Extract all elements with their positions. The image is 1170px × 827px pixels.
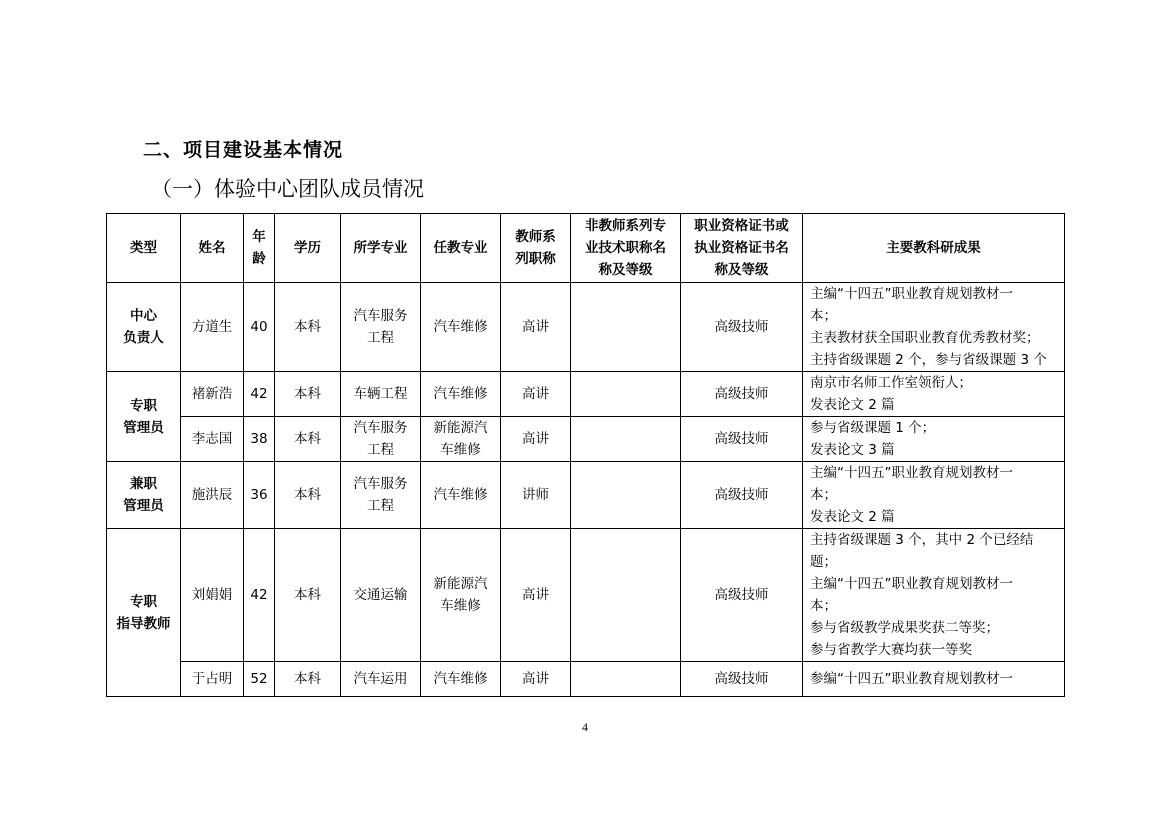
header-education: 学历: [275, 214, 341, 283]
header-age-line: 年: [252, 229, 266, 245]
cell-certificate: 高级技师: [681, 417, 803, 462]
header-nontitle-line: 业技术职称名: [585, 240, 666, 256]
cell-education: 本科: [275, 283, 341, 372]
group-line: 中心: [130, 308, 157, 324]
cell-certificate: 高级技师: [681, 662, 803, 697]
cell-major: [341, 462, 421, 529]
cell-teacher-title: 高讲: [501, 417, 571, 462]
achievement-line: 发表论文 3 篇: [810, 442, 895, 458]
cell-achievements: [803, 662, 1065, 697]
cell-line: 车维修: [440, 598, 481, 614]
group-fulltime-mentor: [107, 529, 181, 697]
table-row: [107, 462, 1065, 529]
cell-achievements: [803, 462, 1065, 529]
cell-line: 汽车服务: [353, 308, 408, 324]
team-members-table: [106, 213, 1065, 697]
cell-name: 施洪辰: [181, 462, 244, 529]
cell-age: 40: [244, 283, 275, 372]
cell-teaching-major: [421, 529, 501, 662]
cell-major: 汽车运用: [341, 662, 421, 697]
cell-line: 工程: [367, 442, 394, 458]
table-row: [107, 529, 1065, 662]
achievement-line: 主持省级课题 3 个，其中 2 个已经结: [810, 532, 1034, 548]
cell-teacher-title: 讲师: [501, 462, 571, 529]
cell-achievements: [803, 529, 1065, 662]
cell-teaching-major: 汽车维修: [421, 662, 501, 697]
cell-line: 工程: [367, 330, 394, 346]
achievement-line: 本；: [810, 308, 837, 324]
header-cert-line: 称及等级: [714, 262, 769, 278]
table-row: [107, 372, 1065, 417]
header-age-line: 龄: [252, 251, 266, 267]
cell-line: 车维修: [440, 442, 481, 458]
cell-non-teacher-title: [571, 462, 681, 529]
achievement-line: 发表论文 2 篇: [810, 509, 895, 525]
cell-major: 交通运输: [341, 529, 421, 662]
cell-teaching-major: 汽车维修: [421, 372, 501, 417]
achievement-line: 参与省教学大赛均获一等奖: [810, 642, 972, 658]
page-number: 4: [582, 720, 588, 734]
achievement-line: 本；: [810, 487, 837, 503]
table-row: [107, 662, 1065, 697]
group-line: 管理员: [123, 419, 164, 436]
cell-teaching-major: [421, 417, 501, 462]
cell-certificate: 高级技师: [681, 372, 803, 417]
header-age: [244, 214, 275, 283]
cell-teacher-title: 高讲: [501, 283, 571, 372]
achievement-line: 参与省级教学成果奖获二等奖；: [810, 620, 999, 636]
achievement-line: 参编“十四五”职业教育规划教材一: [810, 671, 1013, 687]
header-name: 姓名: [181, 214, 244, 283]
cell-age: 36: [244, 462, 275, 529]
header-nontitle-line: 非教师系列专: [585, 218, 666, 234]
achievement-line: 主持省级课题 2 个，参与省级课题 3 个: [810, 352, 1047, 368]
achievement-line: 南京市名师工作室领衔人；: [810, 375, 972, 391]
group-line: 专职: [130, 593, 157, 610]
cell-non-teacher-title: [571, 662, 681, 697]
cell-name: 于占明: [181, 662, 244, 697]
header-achievements: 主要教科研成果: [803, 214, 1065, 283]
header-certificate: [681, 214, 803, 283]
table-row: [107, 283, 1065, 372]
cell-line: 汽车服务: [353, 476, 408, 492]
cell-certificate: 高级技师: [681, 462, 803, 529]
group-line: 兼职: [130, 476, 157, 492]
cell-teacher-title: 高讲: [501, 662, 571, 697]
cell-education: 本科: [275, 372, 341, 417]
header-cert-line: 执业资格证书名: [694, 240, 789, 256]
achievement-line: 发表论文 2 篇: [810, 397, 895, 413]
group-line: 指导教师: [116, 615, 171, 632]
cell-name: 刘娟娟: [181, 529, 244, 662]
header-major: 所学专业: [341, 214, 421, 283]
cell-education: 本科: [275, 462, 341, 529]
cell-non-teacher-title: [571, 529, 681, 662]
achievement-line: 主编“十四五”职业教育规划教材一: [810, 576, 1013, 592]
header-teacher-title: [501, 214, 571, 283]
cell-achievements: [803, 372, 1065, 417]
cell-name: 方道生: [181, 283, 244, 372]
header-teaching-major: 任教专业: [421, 214, 501, 283]
achievement-line: 主编“十四五”职业教育规划教材一: [810, 286, 1013, 302]
group-center-head: [107, 283, 181, 372]
group-parttime-admin: [107, 462, 181, 529]
group-line: 管理员: [123, 498, 164, 514]
achievement-line: 本；: [810, 598, 837, 614]
header-non-teacher-title: [571, 214, 681, 283]
cell-line: 新能源汽: [433, 576, 488, 592]
achievement-line: 参与省级课题 1 个；: [810, 420, 936, 436]
cell-non-teacher-title: [571, 417, 681, 462]
cell-education: 本科: [275, 529, 341, 662]
cell-major: [341, 417, 421, 462]
cell-name: 李志国: [181, 417, 244, 462]
cell-certificate: 高级技师: [681, 283, 803, 372]
subsection-title: （一）体验中心团队成员情况: [151, 177, 424, 201]
group-line: 负责人: [123, 330, 164, 346]
cell-non-teacher-title: [571, 372, 681, 417]
header-title-line: 教师系: [515, 229, 556, 245]
cell-achievements: [803, 283, 1065, 372]
cell-achievements: [803, 417, 1065, 462]
table-row: [107, 417, 1065, 462]
group-line: 专职: [130, 397, 157, 414]
achievement-line: 主编“十四五”职业教育规划教材一: [810, 465, 1013, 481]
group-fulltime-admin: [107, 372, 181, 462]
cell-name: 褚新浩: [181, 372, 244, 417]
header-nontitle-line: 称及等级: [598, 262, 653, 278]
table-header-row: [107, 214, 1065, 283]
cell-major: 车辆工程: [341, 372, 421, 417]
achievement-line: 主表教材获全国职业教育优秀教材奖；: [810, 330, 1040, 346]
cell-teaching-major: 汽车维修: [421, 462, 501, 529]
cell-teacher-title: 高讲: [501, 529, 571, 662]
section-title: 二、项目建设基本情况: [143, 139, 344, 161]
cell-education: 本科: [275, 417, 341, 462]
cell-teacher-title: 高讲: [501, 372, 571, 417]
achievement-line: 题；: [810, 554, 837, 570]
cell-line: 工程: [367, 498, 394, 514]
cell-age: 52: [244, 662, 275, 697]
header-title-line: 列职称: [515, 251, 556, 267]
header-type: 类型: [107, 214, 181, 283]
cell-major: [341, 283, 421, 372]
cell-teaching-major: 汽车维修: [421, 283, 501, 372]
cell-line: 汽车服务: [353, 420, 408, 436]
header-cert-line: 职业资格证书或: [694, 218, 789, 234]
cell-education: 本科: [275, 662, 341, 697]
cell-age: 38: [244, 417, 275, 462]
cell-line: 新能源汽: [433, 420, 488, 436]
cell-certificate: 高级技师: [681, 529, 803, 662]
cell-age: 42: [244, 372, 275, 417]
cell-age: 42: [244, 529, 275, 662]
cell-non-teacher-title: [571, 283, 681, 372]
